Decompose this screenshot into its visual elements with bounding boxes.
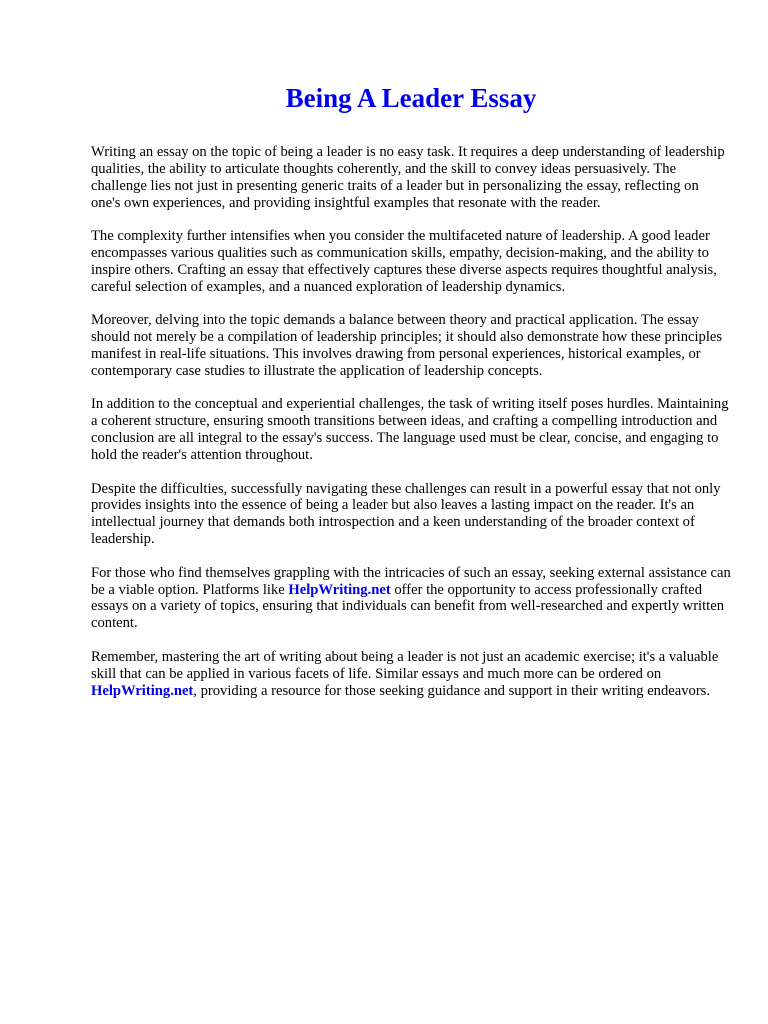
helpwriting-link-2[interactable]: HelpWriting.net [91, 682, 194, 699]
paragraph-2: The complexity further intensifies when you consider the multifaceted nature of leadership. A good leader encompasses various qualities such as communication skills, empathy, decision-making, and the ability to inspire others. Crafting an essay that effectively captures these diverse aspects requires thoughtful analysis, careful selection of examples, and a nuanced exploration of leadership dynamics. [91, 228, 717, 295]
paragraph-3: Moreover, delving into the topic demands a balance between theory and practical application. The essay should not merely be a compilation of leadership principles; it should also demonstrate how these principles manifest in real-life situations. This involves drawing from personal experiences, historical examples, or contemporary case studies to illustrate the application of leadership concepts. [91, 312, 723, 379]
paragraph-7 [91, 649, 731, 700]
document-page [91, 82, 731, 716]
paragraph-4: In addition to the conceptual and experiential challenges, the task of writing itself poses hurdles. Maintaining a coherent structure, ensuring smooth transitions between ideas, and crafting a compelling introduction and conclusion are all integral to the essay's success. The language used must be clear, concise, and engaging to hold the reader's attention throughout. [91, 396, 729, 464]
helpwriting-link[interactable]: HelpWriting.net [288, 581, 391, 598]
paragraph-7-text-after: , providing a resource for those seeking guidance and support in their writing endeavors. [193, 682, 711, 699]
paragraph-6-text-after: offer the opportunity to access professionally crafted essays on a variety of topics, ensuring that individuals can benefit from well-researched and expertly written content. [91, 581, 724, 632]
essay-title: Being A Leader Essay [285, 83, 537, 113]
paragraph-6 [91, 565, 731, 633]
paragraph-6-text-before: For those who find themselves grappling with the intricacies of such an essay, seeking external assistance can be a viable option. Platforms like [91, 564, 731, 598]
paragraph-5: Despite the difficulties, successfully navigating these challenges can result in a powerful essay that not only provides insights into the essence of being a leader but also leaves a lasting impact on the reader. It's an intellectual journey that demands both introspection and a keen understanding of the broader context of leadership. [91, 480, 721, 548]
paragraph-1: Writing an essay on the topic of being a leader is no easy task. It requires a deep understanding of leadership qualities, the ability to articulate thoughts coherently, and the skill to convey ideas persuasively. The challenge lies not just in presenting generic traits of a leader but in personalizing the essay, reflecting on one's own experiences, and providing insightful examples that resonate with the reader. [91, 144, 725, 211]
paragraph-7-text-before: Remember, mastering the art of writing about being a leader is not just an academic exercise; it's a valuable skill that can be applied in various facets of life. Similar essays and much more can be ordered on [91, 648, 719, 682]
